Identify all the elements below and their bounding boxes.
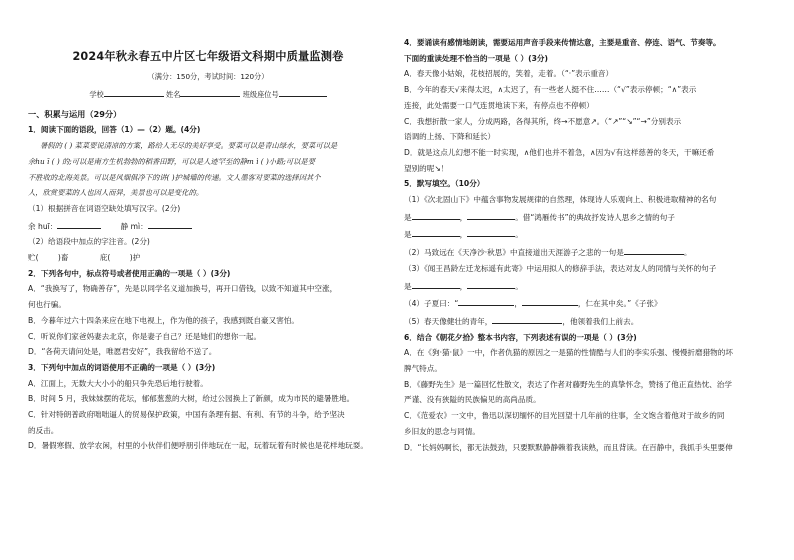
question-4: 4．要诵读有感情地朗读，需要运用声音手段来传情达意，主要是重音、停连、语气、节奏等。: [404, 38, 721, 47]
dictation-4-text: （4）子夏曰：“: [404, 299, 459, 309]
comma: ，: [459, 281, 468, 291]
answer-blank: [624, 246, 684, 255]
question-5: 5．默写填空。（10分）: [404, 179, 485, 189]
passage-line: 不胜收的北海美景。可以是风烟俱净下的讲( )护城墙的传递。文人墨客对要菜的选择因其个: [28, 172, 321, 182]
pinyin-label-1: 余 huī：: [28, 221, 58, 231]
char-zhu-open: 贮(: [28, 253, 39, 263]
option-c-cont: 的反击。: [28, 425, 59, 435]
option-d: D．“各荷天请问处是，唯愿君安好”，我我留给不送了。: [28, 347, 217, 357]
option-a: A．春天像小姑娘，花枝招展的，笑着，走着。（“·”表示重音）: [404, 69, 614, 79]
option-c: C．我想折散一家人，分成两路，各得其所，终→不愿意↗。（“↗”“↘”“→”分别表示: [404, 116, 682, 126]
answer-blank: [492, 315, 562, 324]
option-d: D．“长妈妈啊长，都无法鼓劲，只要默默静静赖着我读熟，而且背读。在百静中，我抓手头里要伸: [404, 442, 733, 452]
dictation-4-source: ，仁在其中矣。”《子张》: [577, 299, 662, 309]
section-1-heading: 一、积累与运用（29分）: [28, 109, 122, 119]
text-shi: 是: [404, 230, 412, 240]
option-a-cont: 脾气特点。: [404, 364, 442, 374]
passage-line: 余hu ī ( ) 的;可以是南方生机勃勃的稻香田野，可以是人迹罕至的静m ì ( )小路;可以是要: [28, 156, 316, 166]
seat-label: 班级座位号: [242, 90, 279, 99]
dictation-1: （1）《次北固山下》中蕴含事物发展规律的自然理，体现诗人乐观向上、积极进取精神的名句: [404, 195, 717, 205]
option-b: B．时间 5 月，我妹妹摆的花坛，郁郁葱葱的大树，给过公园换上了新颜，成为市民的避暑胜地。: [28, 394, 355, 404]
dictation-1-blanks-2: [404, 228, 766, 240]
dictation-1-text: 。借“鸿雁传书”的典故抒发诗人思乡之情的句子: [515, 212, 675, 222]
name-blank: [180, 88, 240, 97]
period: 。: [515, 230, 523, 240]
school-blank: [104, 88, 164, 97]
answer-blank: [467, 211, 515, 220]
question-1-1: （1）根据拼音在词语空缺处填写汉字。(2分): [28, 203, 181, 213]
option-c: C．《范爱农》一文中，鲁迅以深切缅怀的目光回望十几年前的往事，全文饱含着他对于故乡的同: [404, 411, 725, 421]
answer-blank: [412, 211, 460, 220]
seat-blank: [279, 88, 327, 97]
option-a: A．在《狗·猫·鼠》一中，作者仇猫的原因之一是猫的性情酷与人们的李实乐强、慢慢折磨猎物的坏: [404, 348, 733, 358]
exam-title: 2024年秋永春五中片区七年级语文科期中质量监测卷: [72, 50, 344, 63]
option-c: C．针对特朗普政府咄咄逼人的贸易保护政策，中国有条理有据、有利、有节的斗争，给予坚决: [28, 410, 345, 420]
option-b: B．今年的春天√来得太迟，∧太迟了，有一些老人挺不住……（“√”表示停顿；“∧”表示: [404, 85, 697, 95]
answer-blank: [57, 220, 101, 229]
passage-line: 暑假的 ( ) 菜菜要说清凉的方案，路给人无尽的美好享受。要菜可以是青山绿水，要菜可以是: [40, 141, 338, 151]
comma: ，: [459, 212, 468, 222]
option-d: D．暑假寒假、放学农闲，村里的小伙伴们便呼朋引伴地玩在一起，玩着玩着有时候也是花样地玩耍。: [28, 441, 368, 451]
pinyin-label-2: 静 mì：: [120, 221, 148, 231]
option-c: C．听说你们家爸妈妻去北京，你是妻子自己？还是她们的想你一起。: [28, 331, 262, 341]
option-b-cont: 严谨、没有狭隘的民族偏见的高尚品质。: [404, 395, 541, 405]
answer-blank: [467, 280, 515, 289]
question-1-2: （2）给语段中加点的字注音。(2分): [28, 237, 150, 247]
dictation-2: [404, 246, 766, 258]
period: 。: [515, 281, 523, 291]
question-2: 2．下列各句中，标点符号或者使用正确的一项是（ ）(3分): [28, 268, 231, 278]
option-d: D．就是这点儿幻想不能一时实现，∧他们也并不着急，∧因为√有这样慈善的冬天，干嘛还希: [404, 147, 715, 157]
pinyin-answer-line: [28, 220, 388, 232]
left-column: [28, 36, 388, 457]
char-zhu-close: )畜: [57, 253, 69, 263]
student-info-line: [28, 88, 388, 100]
option-d-cont: 望别的呢↘！: [404, 163, 449, 173]
question-3: 3．下列句中加点的词语使用不正确的一项是（ ）(3分): [28, 362, 216, 372]
answer-blank: [412, 280, 460, 289]
option-c-cont: 语调的上扬、下降和延长）: [404, 132, 496, 142]
text-shi: 是: [404, 212, 412, 222]
dictation-2-text: （2）马致远在《天净沙·秋思》中直接道出天涯游子之悲的一句是: [404, 248, 624, 258]
answer-blank: [458, 297, 514, 306]
annotation-line: [28, 253, 388, 263]
option-b: B．今暮年过六十四条来应在地下电视上，作为他的孩子，我感到既自豪又害怕。: [28, 315, 299, 325]
dictation-5: [404, 315, 766, 327]
comma: ，: [459, 230, 468, 240]
name-label: 姓名: [166, 90, 181, 99]
comma: ，: [514, 299, 522, 309]
dictation-5-end: ，他领着我们上前去。: [562, 316, 639, 326]
question-6: 6．结合《朝花夕拾》整本书内容，下列表述有误的一项是（ ）(3分): [404, 332, 637, 342]
right-column: [404, 38, 766, 458]
option-b: B．《藤野先生》是一篇回忆性散文，表达了作者对藤野先生的真挚怀念，赞扬了他正直热忱、治学: [404, 379, 732, 389]
answer-blank: [148, 220, 192, 229]
question-4-cont: 下面的重读处理不恰当的一项是（ ）(3分): [404, 53, 548, 63]
text-shi: 是: [404, 281, 412, 291]
option-b-cont: 连接，此处需要一口气连贯地读下来，有停点也不停顿）: [404, 100, 594, 110]
option-a: A．江面上，无数大大小小的船只争先恐后地行驶着。: [28, 378, 208, 388]
option-a: A．“我换写了，物确善存”，先是以同学名义道加换号，再开口借钱，以致不知道其中空涨，: [28, 284, 338, 294]
option-c-cont: 乡旧友的思念与同情。: [404, 426, 480, 436]
school-label: 学校: [89, 90, 104, 99]
dictation-5-text: （5）春天像健壮的青年，: [404, 316, 493, 326]
char-bi-close: )护: [129, 253, 141, 263]
exam-subtitle: （满分：150分，考试时间：120分）: [147, 72, 269, 81]
period: 。: [683, 248, 692, 258]
dictation-4: [404, 297, 766, 309]
answer-blank: [412, 228, 460, 237]
answer-blank: [522, 297, 578, 306]
dictation-1-blanks: [404, 211, 766, 223]
passage-line: 人，欣赏要菜的人也因人而异，美景也可以是变化的。: [28, 188, 204, 198]
question-1: 1．阅读下面的语段，回答（1）—（2）题。(4分): [28, 125, 201, 135]
dictation-3: （3）《闻王昌龄左迁龙标遥有此寄》中运用拟人的修辞手法，表达对友人的同情与关怀的句子: [404, 263, 717, 273]
char-bi-open: 庇(: [99, 253, 111, 263]
option-a-cont: 何也行骗。: [28, 300, 66, 310]
dictation-3-blanks: [404, 280, 766, 292]
answer-blank: [467, 228, 515, 237]
